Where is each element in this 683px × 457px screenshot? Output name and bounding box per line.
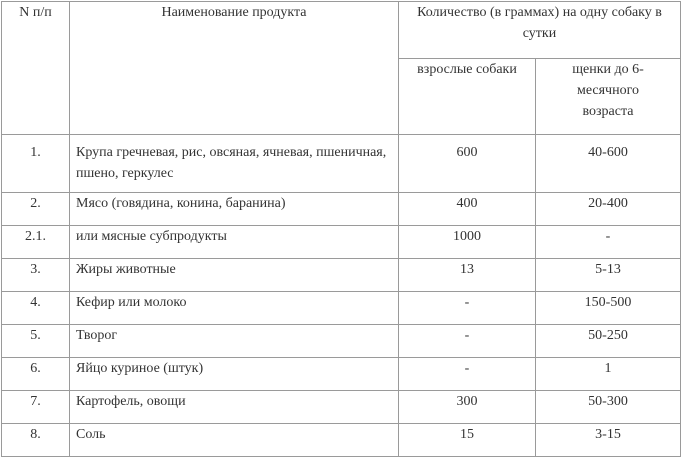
cell-adult: 600 — [399, 135, 536, 193]
ration-table — [1, 1, 681, 457]
cell-num: 4. — [2, 292, 70, 325]
cell-puppy: 50-300 — [536, 391, 681, 424]
cell-adult: 1000 — [399, 226, 536, 259]
cell-num: 3. — [2, 259, 70, 292]
table-row — [2, 358, 681, 391]
cell-name: Жиры животные — [70, 259, 399, 292]
cell-adult: 13 — [399, 259, 536, 292]
cell-adult: - — [399, 358, 536, 391]
cell-adult: - — [399, 325, 536, 358]
cell-name: Кефир или молоко — [70, 292, 399, 325]
cell-name: или мясные субпродукты — [70, 226, 399, 259]
cell-name: Яйцо куриное (штук) — [70, 358, 399, 391]
cell-name: Картофель, овощи — [70, 391, 399, 424]
cell-num: 2.1. — [2, 226, 70, 259]
cell-name: Соль — [70, 424, 399, 457]
table-row — [2, 424, 681, 457]
header-adult: взрослые собаки — [399, 59, 536, 135]
header-row — [2, 2, 681, 59]
cell-adult: - — [399, 292, 536, 325]
table-row — [2, 391, 681, 424]
table-row — [2, 226, 681, 259]
cell-puppy: 3-15 — [536, 424, 681, 457]
cell-num: 5. — [2, 325, 70, 358]
cell-puppy: 5-13 — [536, 259, 681, 292]
table-row — [2, 135, 681, 193]
cell-puppy: 1 — [536, 358, 681, 391]
cell-puppy: 20-400 — [536, 193, 681, 226]
cell-puppy: 40-600 — [536, 135, 681, 193]
cell-num: 2. — [2, 193, 70, 226]
cell-num: 7. — [2, 391, 70, 424]
cell-name: Мясо (говядина, конина, баранина) — [70, 193, 399, 226]
cell-num: 1. — [2, 135, 70, 193]
cell-adult: 400 — [399, 193, 536, 226]
cell-puppy: 50-250 — [536, 325, 681, 358]
cell-num: 6. — [2, 358, 70, 391]
cell-puppy: - — [536, 226, 681, 259]
header-name: Наименование продукта — [70, 2, 399, 135]
cell-name: Крупа гречневая, рис, овсяная, ячневая, пшеничная, пшено, геркулес — [70, 135, 399, 193]
table-row — [2, 292, 681, 325]
cell-adult: 15 — [399, 424, 536, 457]
cell-puppy: 150-500 — [536, 292, 681, 325]
cell-name: Творог — [70, 325, 399, 358]
header-quantity: Количество (в граммах) на одну собаку в сутки — [399, 2, 681, 59]
cell-adult: 300 — [399, 391, 536, 424]
header-num: N п/п — [2, 2, 70, 135]
cell-num: 8. — [2, 424, 70, 457]
table-row — [2, 259, 681, 292]
header-puppy: щенки до 6-месячного возраста — [536, 59, 681, 135]
table-row — [2, 193, 681, 226]
table-row — [2, 325, 681, 358]
